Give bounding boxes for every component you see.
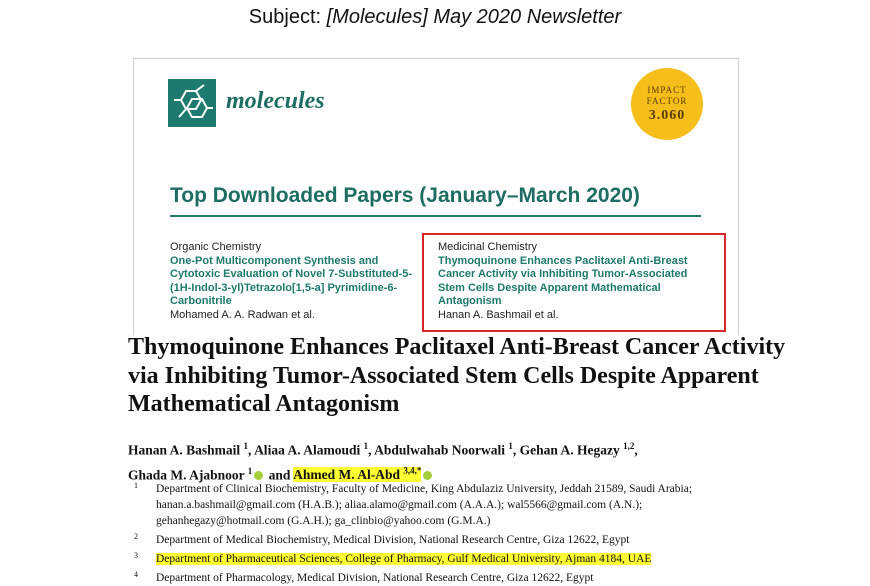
affiliation-item: [128, 481, 768, 529]
author-name: Hanan A. Bashmail: [128, 442, 241, 458]
article-title: Thymoquinone Enhances Paclitaxel Anti-Breast Cancer Activity via Inhibiting Tumor-Associated Stem Cells Despite Apparent Mathematical Antagonism: [128, 334, 786, 417]
affiliations: [128, 481, 768, 586]
impact-value: 3.060: [648, 108, 686, 123]
affiliation-item: [128, 551, 768, 567]
affiliation-number: 2: [134, 532, 138, 541]
impact-label-1: IMPACT: [647, 85, 687, 95]
paper-category: Medicinal Chemistry: [438, 241, 538, 253]
author-affil: 1: [508, 441, 513, 451]
section-title: Top Downloaded Papers (January–March 2020): [170, 184, 640, 207]
affiliation-number: 1: [134, 481, 138, 490]
impact-label-2: FACTOR: [646, 96, 688, 106]
paper-authors: Hanan A. Bashmail et al.: [438, 308, 559, 321]
paper-title-link[interactable]: One-Pot Multicomponent Synthesis and Cytotoxic Evaluation of Novel 7-Substituted-5-(1H-Indol-3-yl)Tetrazolo[1,5-a] Pyrimidine-6-Carbonitrile: [170, 254, 413, 307]
author-affil: 1: [247, 465, 253, 476]
affiliation-item: [128, 570, 768, 586]
author-name: Aliaa A. Alamoudi: [254, 442, 361, 458]
orcid-icon[interactable]: [423, 471, 432, 480]
author-affil: 3,4,*: [403, 465, 422, 476]
affiliation-text: Department of Medical Biochemistry, Medical Division, National Research Centre, Giza 12622, Egypt: [156, 534, 630, 546]
author-name: Gehan A. Hegazy: [519, 442, 620, 458]
affiliation-text: Department of Clinical Biochemistry, Faculty of Medicine, King Abdulaziz University, Jeddah 21589, Saudi Arabia; hanan.a.bashmail@gmail.com (H.A.B.); aliaa.alamo@gmail.com (A.A.A.); wal5566@gmail.com (A.N.); gehanhegazy@hotmail.com (G.A.H.); ga_clinbio@yahoo.com (G.M.A.): [156, 483, 693, 527]
paper-title-link[interactable]: Thymoquinone Enhances Paclitaxel Anti-Breast Cancer Activity via Inhibiting Tumor-Associated Stem Cells Despite Apparent Mathematical Antagonism: [438, 254, 688, 307]
author-list: Hanan A. Bashmail $^1$, Aliaa A. Alamoudi $^1$, Abdulwahab Noorwali $^1$, Gehan A. Hegazy $^{1,2}$, Ghada M. Ajabnoor $^1$ and Ahmed M. Al-Abd $^{3,4,*}$: [128, 441, 638, 482]
impact-factor-badge: [631, 68, 703, 140]
author-name: Ghada M. Ajabnoor: [128, 467, 245, 482]
subject-text: [Molecules] May 2020 Newsletter: [326, 6, 622, 28]
affiliation-number: 4: [134, 570, 138, 579]
and-word: and: [268, 467, 291, 482]
affiliation-text-highlighted: Department of Pharmaceutical Sciences, College of Pharmacy, Gulf Medical University, Ajman 4184, UAE: [156, 553, 652, 565]
paper-card: [170, 241, 430, 322]
molecules-logo-icon: [168, 79, 216, 127]
affiliation-number: 3: [134, 551, 138, 560]
email-subject: [0, 6, 870, 29]
paper-category: Organic Chemistry: [170, 241, 262, 253]
author-name: Abdulwahab Noorwali: [374, 442, 506, 458]
orcid-icon[interactable]: [254, 471, 263, 480]
paper-authors: Mohamed A. A. Radwan et al.: [170, 308, 315, 321]
subject-prefix: Subject:: [248, 6, 327, 28]
author-affil: 1: [363, 441, 369, 451]
author-affil: 1,2: [623, 441, 635, 451]
affiliation-item: [128, 532, 768, 548]
highlighted-author: [293, 467, 421, 482]
paper-card: [438, 241, 698, 322]
author-name: Ahmed M. Al-Abd: [293, 467, 400, 482]
affiliation-text: Department of Pharmacology, Medical Division, National Research Centre, Giza 12622, Egypt: [156, 572, 594, 584]
author-affil: 1: [243, 441, 249, 451]
brand-name[interactable]: molecules: [226, 88, 325, 114]
section-divider: [170, 215, 701, 217]
newsletter-banner: [133, 58, 739, 335]
